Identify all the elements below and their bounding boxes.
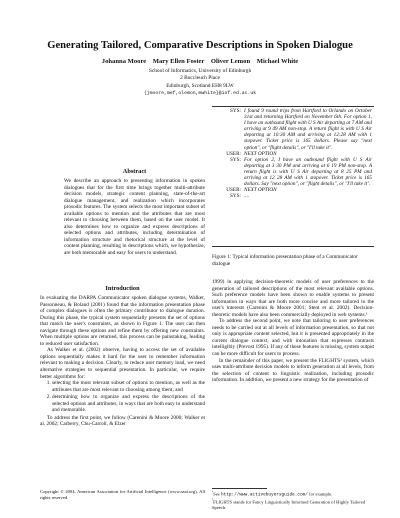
- dialogue-turn: [212, 108, 372, 151]
- author-list: Johanna Moore Mary Ellen Foster Oliver Lemon Michael White: [101, 58, 299, 65]
- dialogue-turn: [212, 193, 372, 199]
- footnote-mark: ¹: [212, 490, 214, 494]
- introduction-heading: Introduction: [105, 285, 140, 292]
- footnotes: [212, 490, 374, 511]
- abstract-text: We describe an approach to presenting information in spoken dialogues that for the first time brings together multi-attribute decision models, strategic content planning, state-of-the-art dialogue management, and realization which incorporates prosodic features. The system selects the most important subset of available options to mention and the attributes that are most relevant to choosing between them, based on the user model. It also determines how to organize and express descriptions of selected options and attributes, including determination of information structure and rhetorical structure at the level of content planning, resulting in descriptions which, we hypothesize, are both memorable and easy for users to understand.: [64, 178, 205, 257]
- dialogue-turn: [212, 157, 372, 187]
- figure-bottom-rule: [212, 246, 374, 247]
- utterance-text: For option 2, I have an outbound flight with U S Air departing at 3 30 PM and arriving at 6 19 PM non-stop. A return flight is with U S Air departing at 8 25 PM and arriving at 12 28 AM with 1 stopover. Ticket price is 165 dollars. Say "next option", or "flight details", or "I'll take it".: [244, 156, 372, 188]
- body-paragraph: To address the second point, we note that tailoring to user preferences needs to be carried out at all levels of information presentation, so that not only is appropriate content selected, but it is presented appropriately in the current dialogue context, and with intonation that expresses contrasts intelligibly (Prevost 1995). If any of these features is missing, system output can be more difficult for users to process.: [212, 318, 374, 358]
- list-item: 1. selecting the most relevant subset of options to mention, as well as the attributes that are most relevant to choosing among them; and: [52, 380, 205, 393]
- speaker-label: SYS:: [230, 193, 241, 200]
- intro-paragraph: As Walker et al. (2002) observe, having to access the set of available options sequentially makes it hard for the user to remember information relevant to making a decision. Clearly, to reduce user memory load, we need alternative strategies to sequential presentation. In particular, we require better algorithms for:: [40, 347, 205, 380]
- figure-caption: Figure 1: Typical information presentation phase of a Communicator dialogue: [212, 254, 358, 267]
- list-item: 2. determining how to organize and express the descriptions of the selected options and attributes, in ways that are both easy to understand and memorable.: [52, 394, 205, 414]
- speaker-label: SYS:: [230, 156, 241, 163]
- requirements-list: [40, 380, 205, 414]
- paper-title: Generating Tailored, Comparative Descriptions in Spoken Dialogue: [47, 40, 353, 51]
- speaker-label: SYS:: [230, 108, 241, 114]
- utterance-text: NEXT OPTION: [244, 150, 277, 157]
- abstract-heading: Abstract: [122, 168, 147, 175]
- footnote-url: http://www.activebuyersguide.com/: [220, 492, 308, 498]
- author-email: {jmoore,mef,olemon,mwhite}@inf.ed.ac.uk: [143, 91, 257, 97]
- footnote-text: See: [213, 491, 221, 497]
- left-column-body: [40, 295, 205, 428]
- intro-paragraph: In evaluating the DARPA Communicator spoken dialogue systems, Walker, Passonneau, & Boland (2001) found that the information presentation phase of complex dialogues is often the primary contributor to dialogue duration. During this phase, the typical system sequentially presents the set of options that match the user's constraints, as shown in Figure 1. The user can then navigate through these options and refine them by offering new constraints. When multiple options are returned, this process can be painstaking, leading to reduced user satisfaction.: [40, 295, 205, 347]
- utterance-text: ....: [244, 193, 250, 200]
- utterance-text: NEXT OPTION: [244, 187, 277, 194]
- dialogue-figure: [212, 108, 372, 199]
- copyright-notice: Copyright © 2004, American Association for Artificial Intelligence (www.aaai.org). All rights reserved.: [40, 489, 205, 500]
- footnote-mark: ²: [212, 498, 214, 503]
- footnote: [212, 498, 374, 511]
- speaker-label: USER:: [226, 187, 241, 194]
- footnote-rule: [212, 488, 267, 489]
- body-paragraph: 1999) in applying decision-theoretic models of user preferences to the generation of tailored descriptions of the most relevant available options. Such preference models have been shown to enable systems to present information in ways that are both more concise and more tailored to the user's interests (Carenini & Moore 2001; Stent et al. 2002). Decision-theoretic models have also been commercially deployed in web systems.¹: [212, 279, 374, 318]
- affiliation-line: Edinburgh, Scotland EH8 9LW: [166, 82, 234, 89]
- figure-top-rule: [212, 106, 374, 107]
- intro-paragraph: To address the first point, we follow (Carenini & Moore 2000; Walker et al. 2002; Carberry, Chu-Carroll, & Elzer: [40, 414, 205, 428]
- utterance-text: I found 9 round trips from Hartford to Orlando on October 31st and returning Hartford on November 6th. For option 1, I have an outbound flight with U S Air departing at 7 AM and arriving at 9 49 AM non-stop. A return flight is with U S Air departing at 10:30 AM and arriving at 12:28 AM with 1 stopover. Ticket price is 165 dollars. Please say "next option", or "flight details", or "I'll take it".: [244, 108, 372, 151]
- footnote: [212, 490, 374, 498]
- affiliation-line: School of Informatics, University of Edinburgh: [148, 68, 252, 74]
- right-column-body: [212, 279, 374, 384]
- speaker-label: USER:: [226, 150, 241, 157]
- body-paragraph: In the remainder of this paper, we present the FLIGHTS² system, which uses multi-attribute decision models to inform generation at all levels, from the selection of content to linguistic realization, including prosodic information. In addition, we present a new strategy for the presentation of: [212, 357, 374, 384]
- affiliation-line: 2 Buccleuch Place: [180, 75, 220, 82]
- footnote-text: FLIGHTS stands for Fancy Linguistically Informed Generation of Highly Tailored Speech.: [212, 499, 366, 511]
- footnote-text: for example.: [307, 491, 333, 497]
